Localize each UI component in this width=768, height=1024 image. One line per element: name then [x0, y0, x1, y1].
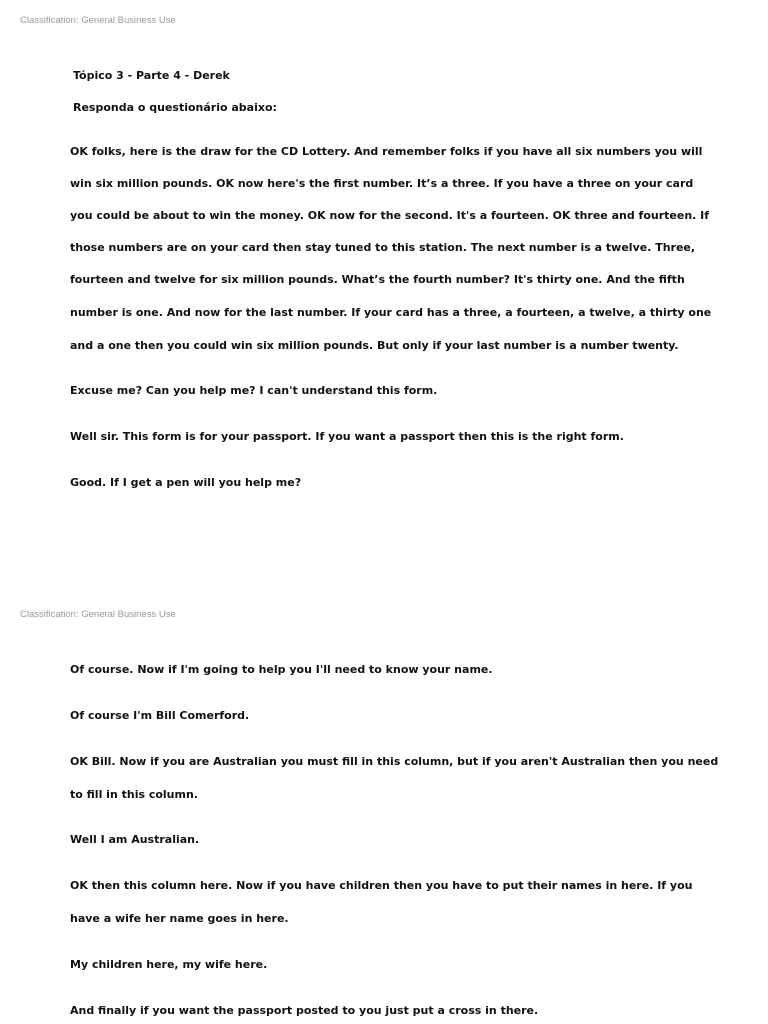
paragraph-line: you could be about to win the money. OK now for the second. It's a fourteen. OK three and fourteen. If: [70, 209, 710, 222]
paragraph-line: OK folks, here is the draw for the CD Lottery. And remember folks if you have all six numbers you will: [70, 145, 703, 158]
dialogue-line: Of course I'm Bill Comerford.: [70, 709, 250, 722]
dialogue-line: Well sir. This form is for your passport. If you want a passport then this is the right form.: [70, 430, 624, 443]
paragraph-line: and a one then you could win six million pounds. But only if your last number is a number twenty.: [70, 339, 679, 352]
paragraph-line: number is one. And now for the last number. If your card has a three, a fourteen, a twelve, a thirty one: [70, 306, 712, 319]
dialogue-line: Excuse me? Can you help me? I can't understand this form.: [70, 384, 438, 397]
dialogue-line: OK then this column here. Now if you have children then you have to put their names in here. If you: [70, 879, 693, 892]
dialogue-line: have a wife her name goes in here.: [70, 912, 289, 925]
classification-label: Classification: General Business Use: [20, 609, 176, 620]
dialogue-line: Of course. Now if I'm going to help you I'll need to know your name.: [70, 663, 493, 676]
dialogue-line: OK Bill. Now if you are Australian you must fill in this column, but if you aren't Australian then you need: [70, 755, 719, 768]
dialogue-line: Well I am Australian.: [70, 833, 200, 846]
dialogue-line: And finally if you want the passport posted to you just put a cross in there.: [70, 1004, 539, 1017]
document-heading: Tópico 3 - Parte 4 - Derek: [73, 69, 230, 82]
dialogue-line: to fill in this column.: [70, 788, 198, 801]
document-subheading: Responda o questionário abaixo:: [73, 101, 277, 114]
dialogue-line: Good. If I get a pen will you help me?: [70, 476, 302, 489]
paragraph-line: win six million pounds. OK now here's the first number. It’s a three. If you have a three on your card: [70, 177, 694, 190]
paragraph-line: those numbers are on your card then stay tuned to this station. The next number is a twelve. Three,: [70, 241, 696, 254]
dialogue-line: My children here, my wife here.: [70, 958, 268, 971]
classification-label: Classification: General Business Use: [20, 15, 176, 26]
paragraph-line: fourteen and twelve for six million pounds. What’s the fourth number? It's thirty one. And the fifth: [70, 273, 685, 286]
